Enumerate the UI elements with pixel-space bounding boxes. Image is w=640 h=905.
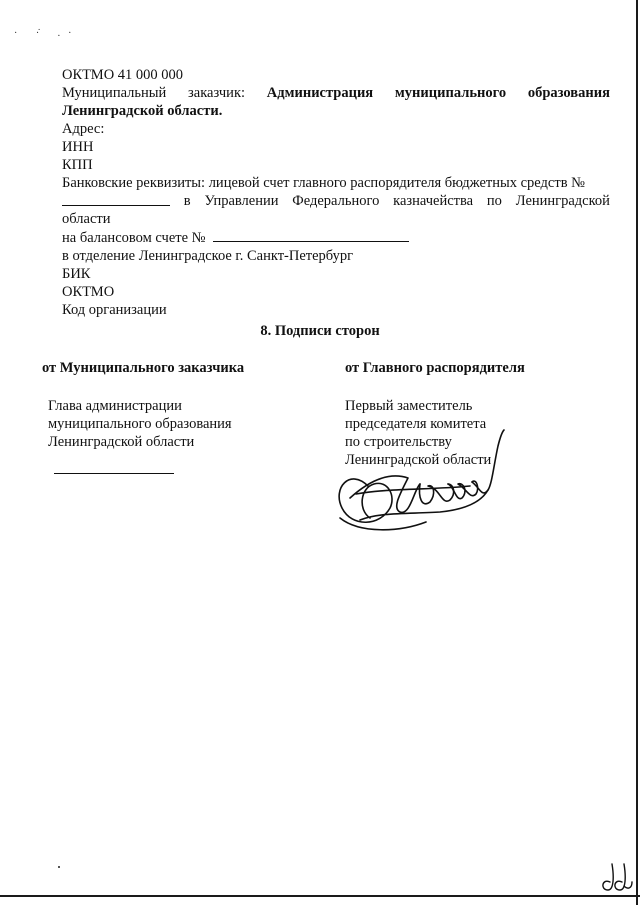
bank-requisites-block <box>62 66 610 319</box>
signatory-line: председателя комитета <box>345 416 487 432</box>
treasury-word: по <box>486 193 502 209</box>
treasury-word: казначейства <box>393 193 474 209</box>
scan-specks: · ·̇ .· <box>14 28 80 39</box>
signatory-line: по строительству <box>345 434 452 450</box>
account-blank <box>62 192 170 206</box>
customer-signature-line <box>54 473 174 474</box>
branch-line: в отделение Ленинградское г. Санкт-Петербург <box>62 248 354 264</box>
signatory-line: Первый заместитель <box>345 398 473 414</box>
address-label: Адрес: <box>62 121 105 137</box>
customer-line <box>62 84 610 102</box>
treasury-line <box>62 192 610 210</box>
signatures-section-title: 8. Подписи сторон <box>260 323 380 339</box>
oktmo-header: ОКТМО 41 000 000 <box>62 67 184 83</box>
inn-label: ИНН <box>62 139 94 155</box>
treasury-region: области <box>62 211 111 227</box>
manager-signature-heading: от Главного распорядителя <box>345 360 525 376</box>
kpp-label: КПП <box>62 157 93 173</box>
signatory-line: Ленинградской области <box>345 452 492 468</box>
treasury-word: Ленинградской <box>515 193 610 209</box>
treasury-word: Управлении <box>204 193 279 209</box>
handwritten-signature <box>330 428 510 538</box>
scan-border-bottom <box>0 895 640 897</box>
treasury-word: в <box>183 193 191 209</box>
customer-word: образования <box>527 85 610 101</box>
balance-account-blank <box>213 228 409 242</box>
balance-account-line <box>62 228 610 247</box>
oktmo-label: ОКТМО <box>62 284 115 300</box>
customer-word: Администрация <box>266 85 374 101</box>
signatory-line: муниципального образования <box>48 416 232 432</box>
scan-speck <box>58 866 60 868</box>
initials-mark <box>598 860 634 894</box>
bik-label: БИК <box>62 266 91 282</box>
scan-border-right <box>636 0 638 905</box>
customer-word: муниципального <box>394 85 507 101</box>
customer-signature-heading: от Муниципального заказчика <box>42 360 245 376</box>
customer-word: заказчик: <box>188 85 246 101</box>
customer-word: Муниципальный <box>62 85 167 101</box>
customer-name-continued: Ленинградской области. <box>62 103 223 119</box>
customer-signatory-title <box>48 397 232 451</box>
signatory-line: Ленинградской области <box>48 434 195 450</box>
org-code-label: Код организации <box>62 302 167 318</box>
bank-details-line: Банковские реквизиты: лицевой счет главного распорядителя бюджетных средств № <box>62 175 586 191</box>
treasury-word: Федерального <box>292 193 380 209</box>
signatory-line: Глава администрации <box>48 398 182 414</box>
balance-account-label: на балансовом счете № <box>62 230 206 246</box>
